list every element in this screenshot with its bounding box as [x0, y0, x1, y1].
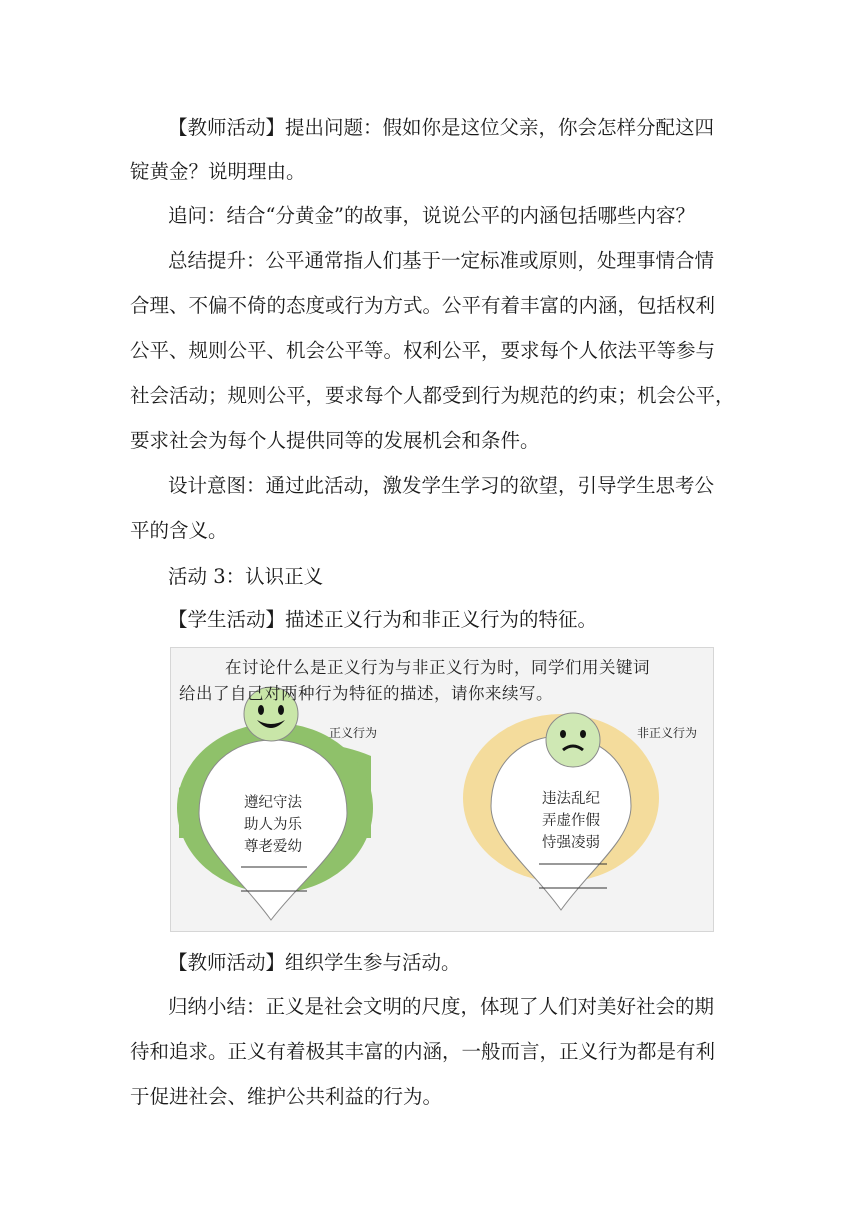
paragraph-follow-up: 追问：结合“分黄金”的故事，说说公平的内涵包括哪些内容？ [168, 204, 695, 227]
paragraph-summary-line1: 总结提升：公平通常指人们基于一定标准或原则，处理事情合情 [168, 249, 715, 272]
figure-prompt-line2: 给出了自己对两种行为特征的描述，请你来续写。 [179, 684, 553, 703]
paragraph-conclusion-line1: 归纳小结：正义是社会文明的尺度，体现了人们对美好社会的期 [168, 995, 715, 1018]
left-keyword-2: 助人为乐 [244, 817, 302, 833]
label-injustice: 非正义行为 [637, 726, 698, 740]
right-keyword-3: 恃强凌弱 [542, 835, 600, 851]
sad-face-icon [546, 713, 600, 767]
paragraph-conclusion-line3: 于促进社会、维护公共利益的行为。 [130, 1085, 443, 1108]
paragraph-student-activity: 【学生活动】描述正义行为和非正义行为的特征。 [168, 608, 598, 631]
left-keyword-1: 遵纪守法 [244, 795, 302, 811]
paragraph-teacher-question-line2: 锭黄金？说明理由。 [130, 160, 306, 183]
paragraph-teacher-question-line1: 【教师活动】提出问题：假如你是这位父亲，你会怎样分配这四 [168, 116, 715, 139]
figure-prompt-line1: 在讨论什么是正义行为与非正义行为时，同学们用关键词 [225, 658, 650, 677]
paragraph-teacher-organize: 【教师活动】组织学生参与活动。 [168, 951, 461, 974]
paragraph-summary-line3: 公平、规则公平、机会公平等。权利公平，要求每个人依法平等参与 [130, 339, 716, 362]
activity-heading: 活动 3：认识正义 [168, 565, 324, 588]
label-justice: 正义行为 [329, 726, 378, 740]
paragraph-summary-line4: 社会活动；规则公平，要求每个人都受到行为规范的约束；机会公平， [130, 384, 735, 407]
left-keyword-3: 尊老爱幼 [244, 839, 302, 855]
right-keyword-2: 弄虚作假 [542, 813, 600, 829]
paragraph-design-intent-line1: 设计意图：通过此活动，激发学生学习的欲望，引导学生思考公 [168, 474, 715, 497]
paragraph-conclusion-line2: 待和追求。正义有着极其丰富的内涵，一般而言，正义行为都是有利 [130, 1040, 716, 1063]
justice-figure [170, 647, 714, 932]
right-keyword-1: 违法乱纪 [542, 791, 600, 807]
paragraph-summary-line5: 要求社会为每个人提供同等的发展机会和条件。 [130, 429, 540, 452]
paragraph-summary-line2: 合理、不偏不倚的态度或行为方式。公平有着丰富的内涵，包括权利 [130, 294, 716, 317]
paragraph-design-intent-line2: 平的含义。 [130, 519, 228, 542]
